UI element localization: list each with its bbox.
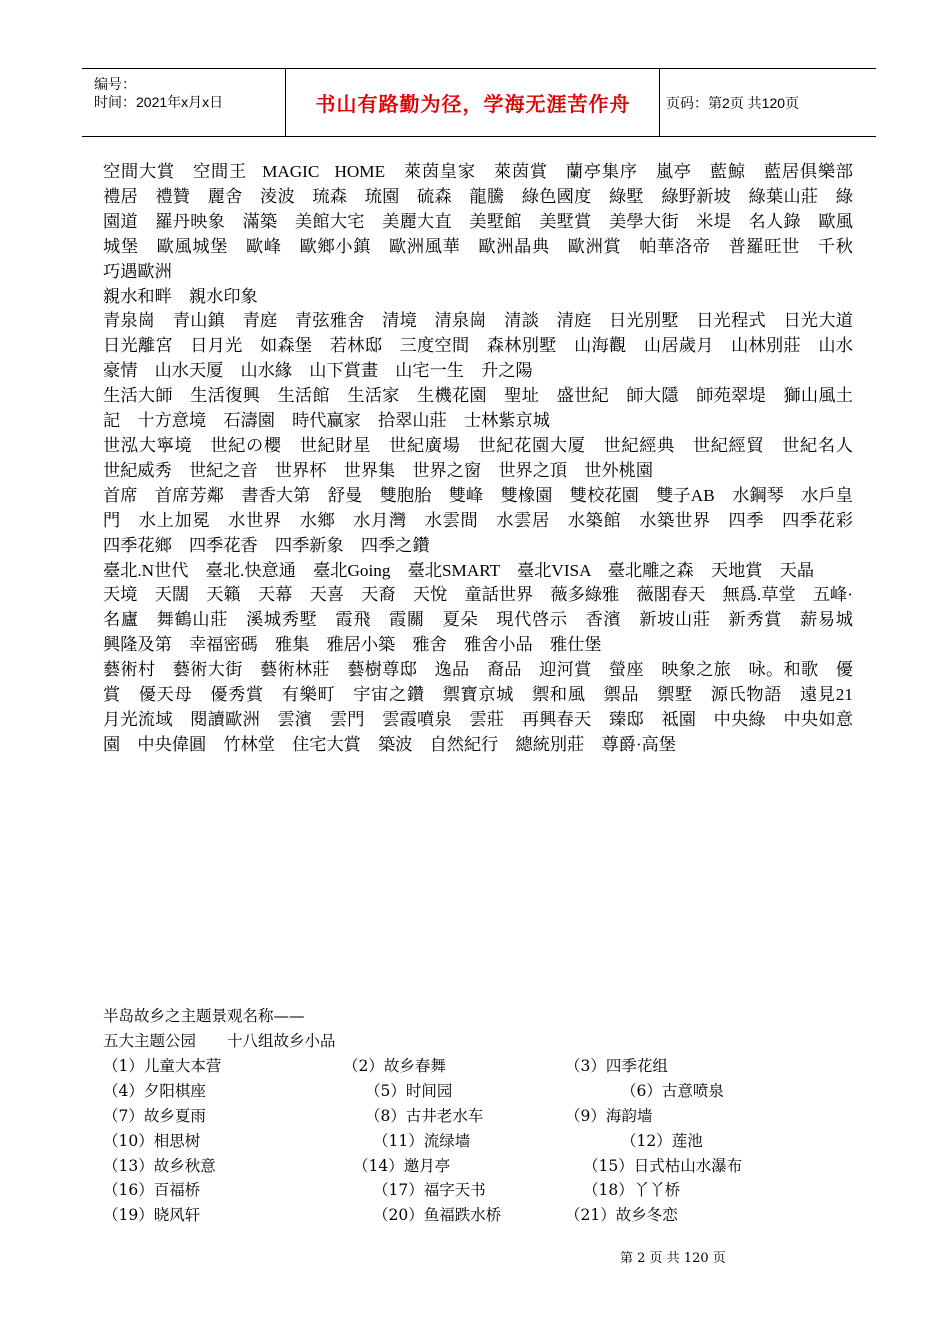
header-motto: 书山有路勤为径，学海无涯苦作舟: [287, 69, 660, 136]
list-row: [103, 1054, 863, 1079]
list-item: （10）相思树: [103, 1131, 201, 1150]
paragraph: 世泓大寧境 世紀の櫻 世紀財星 世紀廣場 世紀花園大厦 世紀經典 世紀經貿 世紀名人 世紀威秀 世紀之音 世界杯 世界集 世界之窗 世界之頂 世外桃園: [103, 435, 871, 480]
paragraph: 臺北.N世代 臺北.快意通 臺北Going 臺北SMART 臺北VISA 臺北雕之森 天地賞 天晶: [103, 560, 815, 580]
list-item: （14）邀月亭: [353, 1156, 451, 1175]
list-row: [103, 1079, 863, 1104]
list-item: （18）丫丫桥: [583, 1181, 681, 1200]
list-item: （1）儿童大本营: [103, 1057, 222, 1075]
list-item: （12）莲池: [621, 1131, 703, 1150]
paragraph: 青泉崗 青山鎮 青庭 青弦雅舍 清境 清泉崗 清談 清庭 日光別墅 日光程式 日光大道 日光離宮 日月光 如森堡 若林邸 三度空間 森林別墅 山海觀 山居歲月 山林別莊 山水豪情 山水天厦 山水緣 山下賞畫 山宅一生 升之陽: [103, 311, 871, 381]
list-item: （13）故乡秋意: [103, 1156, 216, 1175]
document-number-label: 编号：: [94, 76, 136, 92]
header-page-info: 页码：第2页 共120页: [666, 94, 800, 111]
landscape-item-list: [103, 1054, 863, 1228]
header-meta: [82, 69, 286, 136]
document-time-label: 时间：2021年x月x日: [94, 94, 224, 110]
list-item: （3）四季花组: [565, 1057, 668, 1075]
page-footer: 第 2 页 共 120 页: [620, 1251, 726, 1266]
list-row: [103, 1203, 863, 1228]
paragraph: 藝術村 藝術大街 藝術林莊 藝樹尊邸 逸品 裔品 迎河賞 螢座 映象之旅 咏。和歌 優賞 優天母 優秀賞 有樂町 宇宙之鑽 禦寶京城 禦和風 禦品 禦墅 源氏物語 遠見21 月光流域 閱讀歐洲 雲濱 雲門 雲霞噴泉 雲莊 再興春天 臻邸 祗園 中央綠 中央如意園 中央偉圓 竹林堂 住宅大賞 築波 自然紀行 總統別莊 尊爵·高堡: [103, 660, 871, 754]
list-item: （19）晓风轩: [103, 1206, 201, 1225]
list-item: （15）日式枯山水瀑布: [583, 1156, 743, 1175]
list-item: （17）福字天书: [373, 1181, 486, 1200]
paragraph: 生活大師 生活復興 生活館 生活家 生機花園 聖址 盛世紀 師大隱 師苑翠堤 獅山風土記 十方意境 石濤園 時代赢家 拾翠山莊 士林紫京城: [103, 386, 853, 431]
list-item: （8）古井老水车: [365, 1106, 484, 1125]
paragraph: 空間大賞 空間王 MAGIC HOME 萊茵皇家 萊茵賞 蘭亭集序 嵐亭 藍鯨 藍居俱樂部 禮居 禮贊 麗舍 淩波 琉森 琉園 硫森 龍騰 綠色國度 綠墅 綠野新坡 綠葉山莊 綠園道 羅丹映象 滿築 美館大宅 美麗大直 美墅館 美墅賞 美學大街 米堤 名人錄 歐風城堡 歐風城堡 歐峰 歐鄉小鎮 歐洲風華 歐洲晶典 歐洲賞 帕華洛帝 普羅旺世 千秋 巧遇歐洲: [103, 162, 871, 281]
list-row: [103, 1104, 863, 1129]
section-subtitle: 五大主题公园 十八组故乡小品: [103, 1032, 336, 1050]
list-row: [103, 1129, 863, 1154]
list-item: （5）时间园: [365, 1081, 453, 1100]
paragraph: 親水和畔 親水印象: [103, 286, 258, 306]
name-list-body: [103, 160, 871, 758]
paragraph: 首席 首席芳鄰 書香大第 舒曼 雙胞胎 雙峰 雙橡園 雙校花園 雙子AB 水鋼琴 水戶皇門 水上加冕 水世界 水鄉 水月灣 水雲間 水雲居 水築館 水築世界 四季 四季花彩 四季花鄉 四季花香 四季新象 四季之鑽: [103, 485, 871, 555]
list-item: （6）古意喷泉: [621, 1081, 724, 1100]
section-title: 半岛故乡之主题景观名称——: [103, 1007, 305, 1025]
list-item: （7）故乡夏雨: [103, 1106, 206, 1125]
list-item: （11）流绿墙: [373, 1131, 471, 1150]
list-row: [103, 1178, 863, 1203]
list-row: [103, 1154, 863, 1179]
list-item: （4）夕阳棋座: [103, 1081, 206, 1100]
list-item: （20）鱼福跌水桥: [373, 1206, 502, 1225]
page-header: [82, 68, 876, 137]
list-item: （16）百福桥: [103, 1181, 201, 1200]
list-item: （9）海韵墙: [565, 1106, 653, 1125]
list-item: （21）故乡冬恋: [565, 1206, 678, 1225]
paragraph: 天境 天闊 天籟 天幕 天喜 天裔 天悅 童話世界 薇多綠雅 薇閣春天 無爲.草堂 五峰·名廬 舞鶴山莊 溪城秀墅 霞飛 霞關 夏朵 現代啓示 香濱 新坡山莊 新秀賞 薪易城 興隆及第 幸福密碼 雅集 雅居小築 雅舍 雅舍小品 雅仕堡: [103, 585, 871, 655]
list-item: （2）故乡春舞: [343, 1057, 446, 1075]
